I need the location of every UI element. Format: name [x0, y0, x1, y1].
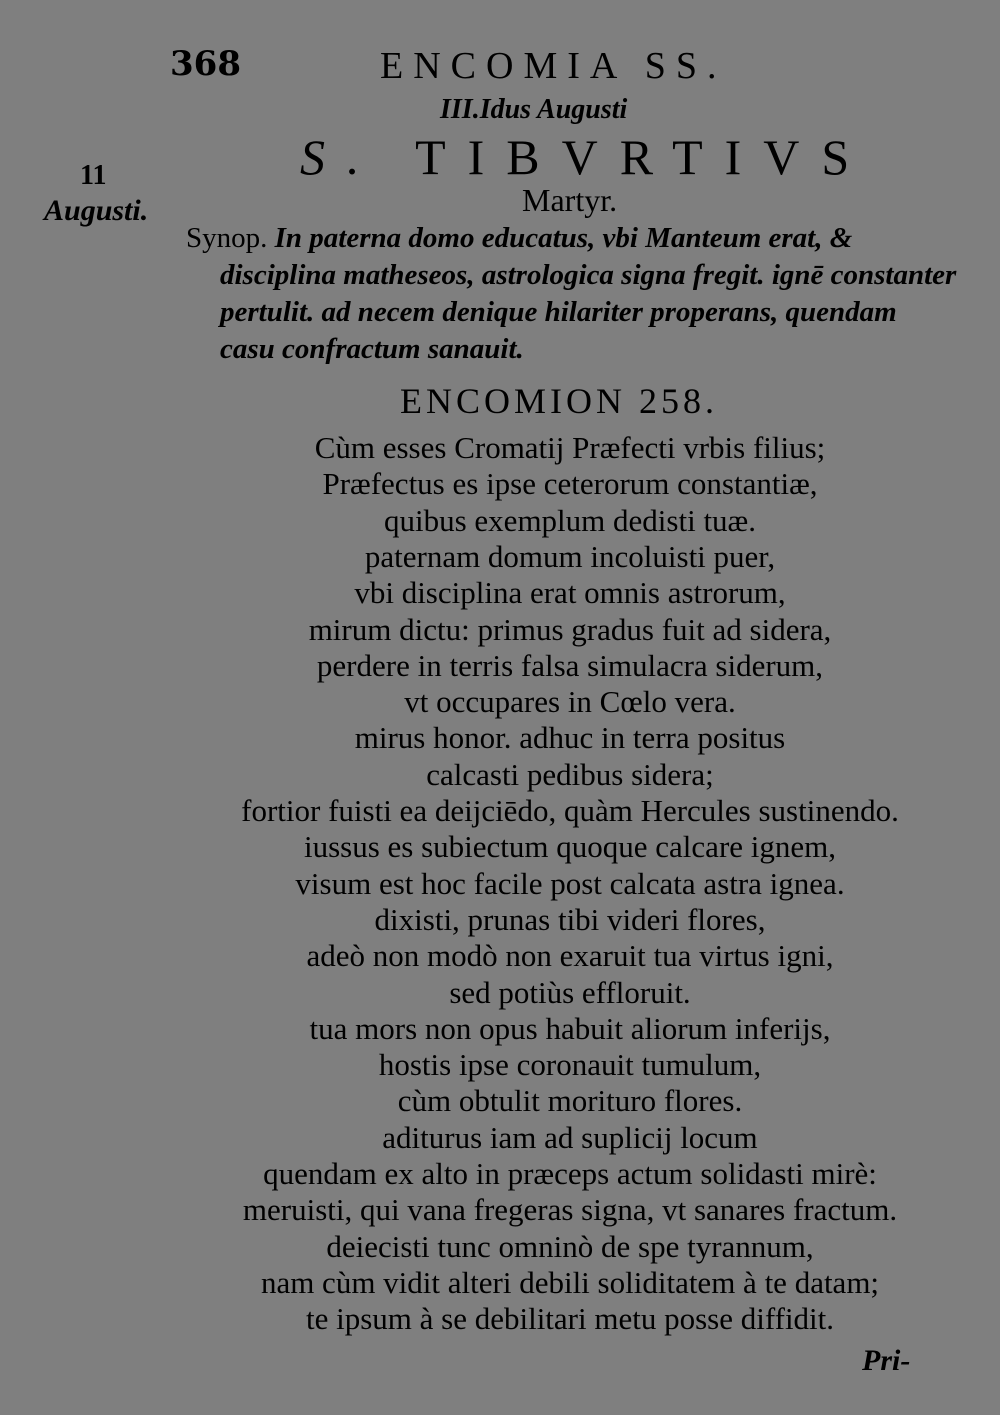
poem-line: vbi disciplina erat omnis astrorum,: [354, 575, 786, 611]
poem-line: iussus es subiectum quoque calcare ignem,: [303, 829, 837, 865]
running-title: ENCOMIA SS.: [380, 45, 727, 87]
synopsis-line: In paterna domo educatus, vbi Manteum erat, &: [274, 222, 853, 254]
poem-line: adeò non modò non exaruit tua virtus igni,: [306, 938, 834, 974]
saint-name: TIBVRTIVS: [415, 129, 872, 185]
poem-line: mirus honor. adhuc in terra positus: [354, 720, 786, 756]
synopsis-line: disciplina matheseos, astrologica signa fregit. ignē constanter: [220, 259, 957, 291]
synopsis-line: pertulit. ad necem denique hilariter properans, quendam: [220, 296, 897, 328]
poem-line: te ipsum à se debilitari metu posse diffidit.: [305, 1301, 835, 1337]
poem-line: visum est hoc facile post calcata astra ignea.: [295, 865, 845, 901]
poem-line: meruisti, qui vana fregeras signa, vt sanares fractum.: [242, 1192, 898, 1228]
poem-line: aditurus iam ad suplicij locum: [382, 1119, 758, 1155]
poem-line: hostis ipse coronauit tumulum,: [378, 1047, 762, 1083]
poem-line: calcasti pedibus sidera;: [426, 756, 714, 792]
poem-line: Cùm esses Cromatij Præfecti vrbis filius;: [314, 430, 826, 465]
poem-line: tua mors non opus habuit aliorum inferijs,: [309, 1010, 831, 1046]
poem-line: cùm obtulit morituro flores.: [397, 1083, 743, 1119]
saint-prefix: S.: [300, 129, 382, 185]
feast-date: III.Idus Augusti: [440, 94, 628, 125]
encomion-title: ENCOMION 258.: [400, 381, 718, 421]
poem-line: mirum dictu: primus gradus fuit ad sidera,: [308, 611, 832, 647]
poem-line: Præfectus es ipse ceterorum constantiæ,: [322, 466, 818, 502]
synopsis-label: Synop.: [186, 222, 268, 254]
poem-line: quibus exemplum dedisti tuæ.: [384, 502, 756, 538]
saint-title: Martyr.: [522, 182, 618, 218]
margin-month: Augusti.: [44, 194, 149, 227]
poem-line: fortior fuisti ea deijciēdo, quàm Hercules sustinendo.: [241, 793, 899, 828]
poem-line: deiecisti tunc omninò de spe tyrannum,: [326, 1228, 814, 1264]
poem-line: quendam ex alto in præceps actum solidasti mirè:: [263, 1156, 877, 1191]
margin-day: 11: [80, 160, 107, 191]
page-number: 368: [170, 44, 241, 84]
synopsis: [186, 220, 976, 368]
poem-line: nam cùm vidit alteri debili soliditatem à te datam;: [260, 1264, 880, 1300]
saint-heading: [300, 128, 871, 186]
catchword: Pri-: [862, 1344, 911, 1377]
poem-line: paternam domum incoluisti puer,: [364, 538, 776, 574]
poem-line: sed potiùs effloruit.: [449, 974, 691, 1010]
poem-line: vt occupares in Cœlo vera.: [404, 684, 736, 720]
synopsis-line: casu confractum sanauit.: [220, 333, 524, 365]
poem-line: perdere in terris falsa simulacra siderum,: [316, 647, 824, 683]
poem-line: dixisti, prunas tibi videri flores,: [374, 901, 766, 937]
